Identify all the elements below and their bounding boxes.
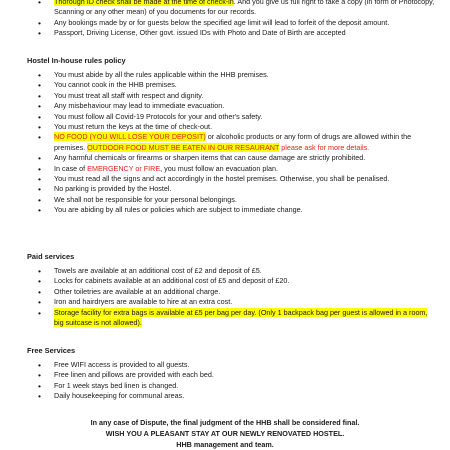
list-item: • You cannot cook in the HHB premises. [0, 80, 450, 90]
list-item: • Locks for cabinets available at an additional cost of £5 and deposit of £20. [0, 276, 450, 286]
list-item: • Daily housekeeping for communal areas. [0, 391, 450, 401]
list-item: • You must follow all Covid-19 Protocols for your and other's safety. [0, 112, 450, 122]
free-services-list [0, 360, 450, 402]
outdoor-food-highlight: OUTDOOR FOOD MUST BE EATEN IN OUR RESAURANT [87, 142, 280, 152]
ask-details-text: please ask for more details. [279, 142, 370, 152]
emergency-post-text: , you must follow an evacuation plan. [160, 163, 278, 173]
free-services-heading: Free Services [27, 346, 76, 355]
id-policy-list [0, 0, 450, 39]
list-item: • You must abide by all the rules applicable within the HHB premises. [0, 70, 450, 80]
list-item-storage [0, 308, 450, 329]
list-item-id-check [0, 0, 450, 18]
list-item: • Iron and hairdryers are available to hire at an extra cost. [0, 297, 450, 307]
hostel-rules-list [0, 70, 450, 216]
storage-highlight: Storage facility for extra bags is available at £5 per bag per day. (Only 1 backpack bag per guest is allowed in a room, big suitcase is not allowed). [54, 307, 428, 328]
signature-line: HHB management and team. [176, 440, 274, 449]
paid-services-list [0, 266, 450, 328]
list-item-accepted-ids: • Passport, Driving License, Other govt. issued IDs with Photo and Date of Birth are accepted [0, 28, 450, 38]
list-item-age-limit: • Any bookings made by or for guests below the specified age limit will lead to forfeit of the deposit amount. [0, 18, 450, 28]
list-item: • You are abiding by all rules or policies which are subject to immediate change. [0, 205, 450, 215]
list-item-emergency [0, 164, 450, 174]
hostel-rules-heading: Hostel In-house rules policy [27, 56, 126, 65]
dispute-line: In any case of Dispute, the final judgment of the HHB shall be considered final. [90, 418, 360, 427]
list-item: • You must return the keys at the time of check-out. [0, 122, 450, 132]
id-check-highlight: Thorough ID check shall be made at the time of check-in [54, 0, 234, 6]
list-item: • Free linen and pillows are provided with each bed. [0, 370, 450, 380]
closing-statement [0, 417, 450, 450]
id-check-text: . And you give us full right to take a copy (in form of Photocopy, Scanning or any other mean) of you documents for our records. [54, 0, 435, 17]
welcome-line: WISH YOU A PLEASANT STAY AT OUR NEWLY RENOVATED HOSTEL. [105, 429, 345, 438]
list-item: • Any harmful chemicals or firearms or sharpen items that can cause damage are strictly prohibited. [0, 153, 450, 163]
list-item: • No parking is provided by the Hostel. [0, 184, 450, 194]
no-food-highlight: NO FOOD (YOU WILL LOSE YOUR DEPOSIT) [54, 132, 206, 142]
list-item: • For 1 week stays bed linen is changed. [0, 381, 450, 391]
list-item: • We shall not be responsible for your personal belongings. [0, 195, 450, 205]
list-item: • Other toiletries are available at an additional charge. [0, 287, 450, 297]
list-item: • Towels are available at an additional cost of £2 and deposit of £5. [0, 266, 450, 276]
list-item: • Any misbehaviour may lead to immediate evacuation. [0, 101, 450, 111]
paid-services-heading: Paid services [27, 252, 75, 261]
list-item: • You must treat all staff with respect and dignity. [0, 91, 450, 101]
emergency-fire-text: EMERGENCY or FIRE [87, 163, 161, 173]
list-item: • Free WIFI access is provided to all guests. [0, 360, 450, 370]
emergency-pre-text: In case of [54, 163, 88, 173]
list-item: • You must read all the signs and act accordingly in the hostel premises. Otherwise, you shall be penalised. [0, 174, 450, 184]
list-item-no-food [0, 132, 450, 153]
no-food-text: or alcoholic products or any form of drugs are allowed within the premises. [54, 132, 412, 152]
